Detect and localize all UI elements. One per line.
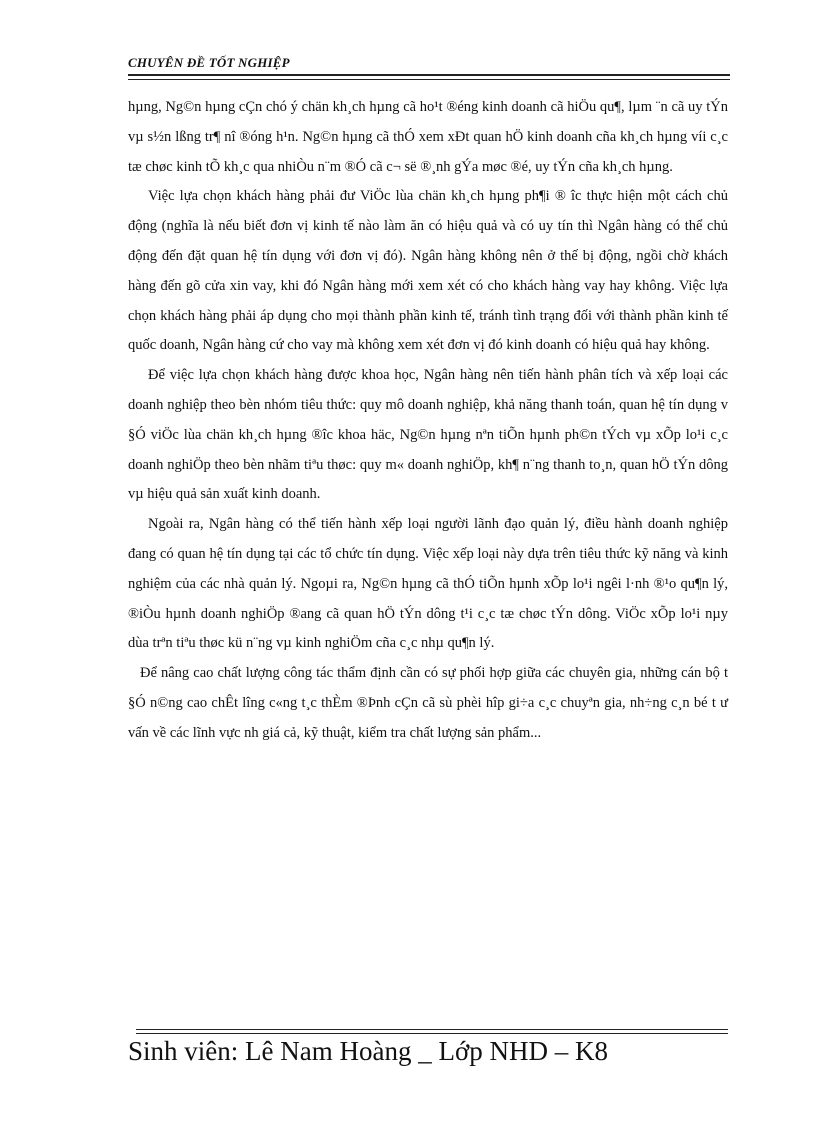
footer-rule-top [136,1029,728,1030]
paragraph-3: Để việc lựa chọn khách hàng được khoa học, Ngân hàng nên tiến hành phân tích và xếp loại các doanh nghiệp theo bèn nhóm tiêu thức: quy mô doanh nghiệp, khả năng thanh toán, quan hệ tín dụng v §Ó viÖc lùa chän kh¸ch hµng ®îc khoa häc, Ng©n hµng nªn tiÕn hµnh ph©n tÝch vµ xÕp lo¹i c¸c doanh nghiÖp theo bèn nhãm tiªu thøc: quy m« doanh nghiÖp, kh¶ n¨ng thanh to¸n, quan hÖ tÝn dông vµ hiệu quả sản xuất kinh doanh. [128,367,728,503]
header-rule-thick [128,74,730,76]
footer-student-info: Sinh viên: Lê Nam Hoàng _ Lớp NHD – K8 [128,1036,608,1066]
paragraph-2: Việc lựa chọn khách hàng phải đư ViÖc lùa chän kh¸ch hµng ph¶i ® îc thực hiện một cách chủ động (nghĩa là nếu biết đơn vị kinh tế nào làm ăn có hiệu quả và có uy tín thì Ngân hàng có thể chủ động đến đặt quan hệ tín dụng với đơn vị đó). Ngân hàng không nên ở thế bị động, ngồi chờ khách hàng đến gõ cửa xin vay, khi đó Ngân hàng mới xem xét có cho khách hàng vay hay không. Việc lựa chọn khách hàng phải áp dụng cho mọi thành phần kinh tế, tránh tình trạng đối với thành phần kinh tế quốc doanh, Ngân hàng cứ cho vay mà không xem xét đơn vị đó kinh doanh có hiệu quả hay không. [128,188,728,354]
header-title: CHUYÊN ĐỀ TỐT NGHIỆP [128,55,290,70]
paragraph-1: hµng, Ng©n hµng cÇn chó ý chän kh¸ch hµng cã ho¹t ®éng kinh doanh cã hiÖu qu¶, lµm ¨n cã uy tÝn vµ s½n lßng tr¶ nî ®óng h¹n. Ng©n hµng cã thÓ xem xÐt quan hÖ kinh doanh cña kh¸ch hµng víi c¸c tæ chøc kinh tÕ kh¸c qua nhiÒu n¨m ®Ó cã c¬ së ®¸nh gÝa møc ®é, uy tÝn cña kh¸ch hµng. [128,99,728,175]
paragraph-4: Ngoài ra, Ngân hàng có thể tiến hành xếp loại người lãnh đạo quản lý, điều hành doanh nghiệp đang có quan hệ tín dụng tại các tổ chức tín dụng. Việc xếp loại này dựa trên tiêu thức kỹ năng và kinh nghiệm của các nhà quản lý. Ngoµi ra, Ng©n hµng cã thÓ tiÕn hµnh xÕp lo¹i ngêi l·nh ®¹o qu¶n lý, ®iÒu hµnh doanh nghiÖp ®ang cã quan hÖ tÝn dông t¹i c¸c tæ chøc tÝn dông. ViÖc xÕp lo¹i nµy dùa trªn tiªu thøc kü n¨ng vµ kinh nghiÖm cña c¸c nhµ qu¶n lý. [128,516,728,652]
header-rule-thin [128,79,730,80]
paragraph-5: Để nâng cao chất lượng công tác thẩm định cần có sự phối hợp giữa các chuyên gia, những cán bộ t §Ó n©ng cao chÊt lîng c«ng t¸c thÈm ®Þnh cÇn cã sù phèi hîp gi÷a c¸c chuyªn gia, nh÷ng c¸n bé t ư vấn về các lĩnh vực nh giá cả, kỹ thuật, kiểm tra chất lượng sản phẩm... [128,665,728,741]
document-body [128,93,728,749]
